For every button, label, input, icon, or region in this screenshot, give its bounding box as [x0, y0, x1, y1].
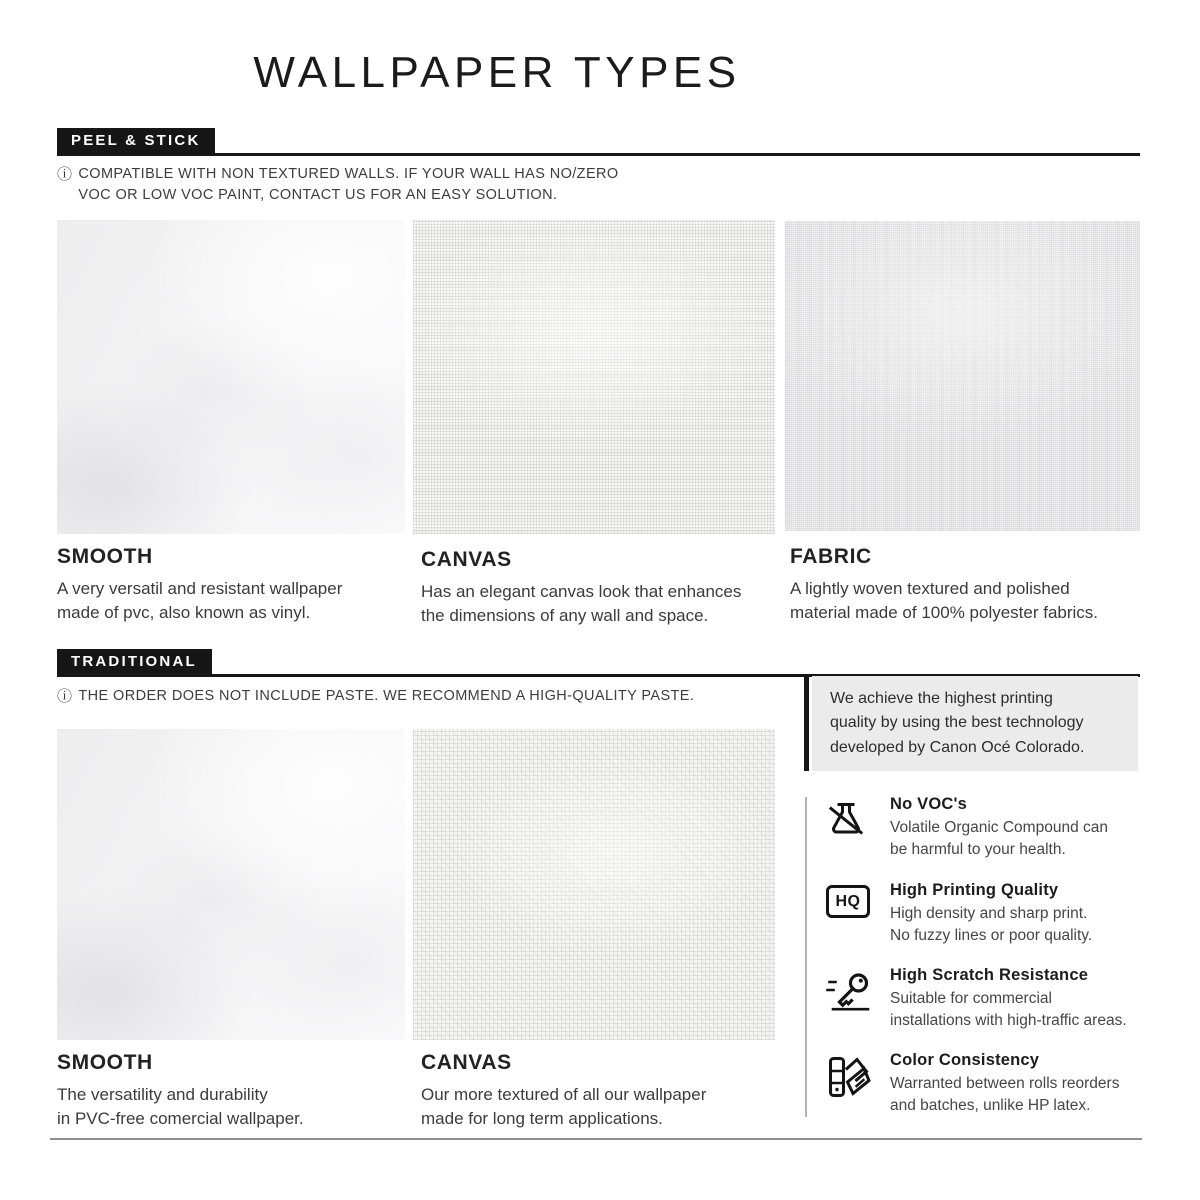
desc-line: Warranted between rolls reorders — [890, 1075, 1120, 1092]
note-line: COMPATIBLE WITH NON TEXTURED WALLS. IF YOUR WALL HAS NO/ZERO — [78, 166, 619, 182]
bottom-divider-line — [50, 1138, 1142, 1140]
traditional-label: TRADITIONAL — [57, 649, 212, 674]
desc-line: and batches, unlike HP latex. — [890, 1097, 1091, 1114]
caption-traditional-smooth — [57, 1051, 405, 1131]
features-divider-line — [805, 797, 807, 1117]
feature-description — [890, 903, 1092, 947]
feature-text — [890, 966, 1127, 1032]
desc-line: the dimensions of any wall and space. — [421, 605, 709, 625]
swatch-name: CANVAS — [421, 1051, 512, 1074]
desc-line: be harmful to your health. — [890, 841, 1066, 858]
desc-line: Volatile Organic Compound can — [890, 819, 1108, 836]
feature-title: No VOC's — [890, 795, 968, 813]
peel-stick-note — [57, 164, 619, 207]
note-line: THE ORDER DOES NOT INCLUDE PASTE. WE RECOMMEND A HIGH-QUALITY PASTE. — [78, 688, 695, 704]
swatch-description — [57, 1083, 405, 1131]
desc-line: Suitable for commercial — [890, 990, 1052, 1007]
feature-high-printing-quality — [826, 881, 1142, 947]
info-icon: ⓘ — [57, 166, 73, 183]
feature-no-voc — [826, 795, 1142, 861]
no-voc-flask-icon — [826, 799, 876, 839]
feature-title: Color Consistency — [890, 1051, 1040, 1069]
desc-line: made for long term applications. — [421, 1108, 663, 1128]
feature-high-scratch-resistance — [826, 966, 1142, 1032]
feature-color-consistency — [826, 1051, 1142, 1117]
swatch-traditional-smooth — [57, 729, 405, 1040]
traditional-section-header — [57, 649, 1140, 677]
traditional-note — [57, 686, 694, 707]
desc-line: installations with high-traffic areas. — [890, 1012, 1127, 1029]
printing-quality-quote — [812, 676, 1138, 771]
note-line: VOC OR LOW VOC PAINT, CONTACT US FOR AN EASY SOLUTION. — [78, 187, 558, 204]
feature-description — [890, 817, 1108, 861]
scratch-resistant-key-icon — [826, 970, 876, 1012]
swatch-description — [421, 1083, 783, 1131]
feature-description — [890, 1073, 1119, 1117]
desc-line: The versatility and durability — [57, 1085, 268, 1104]
feature-title: High Scratch Resistance — [890, 966, 1089, 984]
desc-line: in PVC-free comercial wallpaper. — [57, 1108, 304, 1128]
feature-text — [890, 795, 1108, 861]
caption-traditional-canvas — [421, 1051, 783, 1131]
desc-line: A lightly woven textured and polished — [790, 579, 1070, 598]
peel-stick-section-header — [57, 128, 1140, 156]
desc-line: Our more textured of all our wallpaper — [421, 1085, 707, 1104]
hq-badge-text: HQ — [835, 892, 861, 910]
note-text — [78, 164, 618, 207]
caption-peel-smooth — [57, 545, 405, 625]
caption-peel-fabric — [790, 545, 1145, 625]
desc-line: No fuzzy lines or poor quality. — [890, 927, 1093, 944]
quote-line: quality by using the best technology — [830, 714, 1084, 732]
caption-peel-canvas — [421, 548, 783, 628]
color-swatches-icon — [826, 1055, 876, 1099]
swatch-name: CANVAS — [421, 548, 512, 571]
swatch-name: SMOOTH — [57, 545, 153, 568]
quote-line: We achieve the highest printing — [830, 690, 1053, 707]
feature-description — [890, 988, 1127, 1032]
feature-text — [890, 1051, 1119, 1117]
swatch-description — [790, 577, 1145, 625]
quote-line: developed by Canon Océ Colorado. — [830, 738, 1085, 756]
feature-title: High Printing Quality — [890, 881, 1059, 899]
peel-stick-label: PEEL & STICK — [57, 128, 215, 153]
swatch-peel-fabric — [785, 221, 1140, 531]
desc-line: material made of 100% polyester fabrics. — [790, 602, 1099, 622]
quote-accent-bar — [804, 676, 809, 771]
swatch-description — [421, 580, 783, 628]
swatch-name: SMOOTH — [57, 1051, 153, 1074]
info-icon: ⓘ — [57, 688, 73, 705]
desc-line: Has an elegant canvas look that enhances — [421, 582, 742, 601]
swatch-description — [57, 577, 405, 625]
feature-text — [890, 881, 1092, 947]
swatch-peel-smooth — [57, 220, 405, 534]
desc-line: made of pvc, also known as vinyl. — [57, 602, 311, 622]
desc-line: A very versatil and resistant wallpaper — [57, 579, 343, 598]
swatch-name: FABRIC — [790, 545, 872, 568]
swatch-traditional-canvas — [413, 729, 775, 1040]
note-text — [78, 686, 694, 707]
high-quality-badge-icon — [826, 885, 876, 918]
swatch-peel-canvas — [413, 220, 775, 534]
desc-line: High density and sharp print. — [890, 905, 1088, 922]
page-title: WALLPAPER TYPES — [253, 48, 741, 97]
